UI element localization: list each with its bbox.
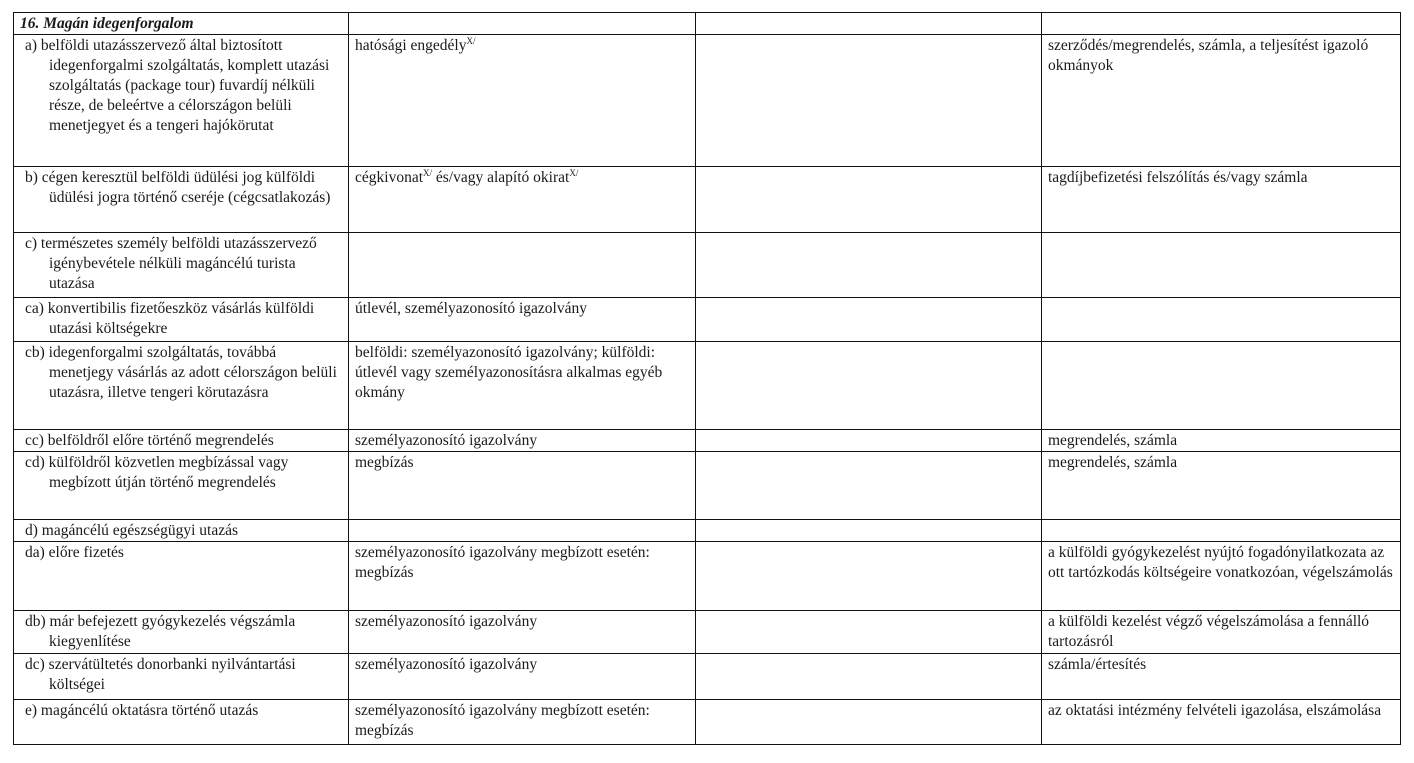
table-row	[14, 542, 1401, 611]
supporting-document	[1042, 430, 1401, 452]
table-row	[14, 430, 1401, 452]
item-description	[14, 520, 349, 542]
supporting-text: szerződés/megrendelés, számla, a teljesítést igazoló okmányok	[1048, 37, 1369, 74]
document-text: személyazonosító igazolvány	[355, 613, 538, 630]
table-row	[14, 452, 1401, 520]
document-text: belföldi: személyazonosító igazolvány; külföldi: útlevél vagy személyazonosításra alkalmas egyéb okmány	[355, 344, 663, 401]
empty-cell	[696, 452, 1042, 520]
item-description	[14, 167, 349, 233]
required-document	[349, 520, 696, 542]
item-label: b) cégen keresztül belföldi üdülési jog külföldi üdülési jogra történő cseréje (cégcsatlakozás)	[25, 169, 331, 206]
required-document	[349, 542, 696, 611]
supporting-document	[1042, 233, 1401, 298]
table-row	[14, 298, 1401, 342]
empty-cell	[696, 233, 1042, 298]
item-description	[14, 654, 349, 700]
supporting-document	[1042, 654, 1401, 700]
item-label: cd) külföldről közvetlen megbízással vagy megbízott útján történő megrendelés	[25, 454, 289, 491]
required-document	[349, 452, 696, 520]
table-row	[14, 35, 1401, 167]
supporting-text: a külföldi gyógykezelést nyújtó fogadónyilatkozata az ott tartózkodás költségeire vonatkozóan, végelszámolás	[1048, 544, 1393, 581]
table-row	[14, 167, 1401, 233]
item-description	[14, 700, 349, 745]
item-description	[14, 430, 349, 452]
required-document	[349, 430, 696, 452]
table-row	[14, 654, 1401, 700]
item-description	[14, 342, 349, 430]
table-cell	[1042, 13, 1401, 35]
item-description	[14, 452, 349, 520]
document-text: megbízás	[355, 454, 414, 471]
required-document	[349, 298, 696, 342]
empty-cell	[696, 520, 1042, 542]
supporting-document	[1042, 611, 1401, 654]
supporting-document	[1042, 167, 1401, 233]
required-document	[349, 167, 696, 233]
item-label: cc) belföldről előre történő megrendelés	[25, 432, 274, 449]
empty-cell	[696, 298, 1042, 342]
supporting-text: megrendelés, számla	[1048, 454, 1178, 471]
item-label: d) magáncélú egészségügyi utazás	[25, 522, 239, 539]
table-cell	[696, 13, 1042, 35]
table-row	[14, 342, 1401, 430]
empty-cell	[696, 542, 1042, 611]
empty-cell	[696, 35, 1042, 167]
table-cell	[349, 13, 696, 35]
item-label: ca) konvertibilis fizetőeszköz vásárlás külföldi utazási költségekre	[25, 300, 315, 337]
item-label: e) magáncélú oktatásra történő utazás	[25, 702, 259, 719]
item-description	[14, 298, 349, 342]
item-description	[14, 542, 349, 611]
empty-cell	[696, 430, 1042, 452]
document-text: személyazonosító igazolvány	[355, 432, 538, 449]
table-row	[14, 520, 1401, 542]
document-text: személyazonosító igazolvány	[355, 656, 538, 673]
required-document	[349, 700, 696, 745]
supporting-text: tagdíjbefizetési felszólítás és/vagy számla	[1048, 169, 1308, 186]
document-text-2: és/vagy alapító okirat	[435, 169, 570, 186]
table-row	[14, 233, 1401, 298]
supporting-text: a külföldi kezelést végző végelszámolása a fennálló tartozásról	[1048, 613, 1370, 650]
supporting-document	[1042, 35, 1401, 167]
document-text: hatósági engedély	[355, 37, 467, 54]
empty-cell	[696, 167, 1042, 233]
item-description	[14, 233, 349, 298]
supporting-text: számla/értesítés	[1048, 656, 1147, 673]
item-description	[14, 35, 349, 167]
required-document	[349, 35, 696, 167]
supporting-document	[1042, 342, 1401, 430]
empty-cell	[696, 611, 1042, 654]
supporting-document	[1042, 298, 1401, 342]
item-label: da) előre fizetés	[25, 544, 124, 561]
item-label: c) természetes személy belföldi utazásszervező igénybevétele nélküli magáncélú turista utazása	[25, 235, 317, 292]
document-text: személyazonosító igazolvány megbízott esetén: megbízás	[355, 702, 650, 739]
supporting-document	[1042, 520, 1401, 542]
document-text: útlevél, személyazonosító igazolvány	[355, 300, 587, 317]
document-text: cégkivonat	[355, 169, 424, 186]
supporting-text: az oktatási intézmény felvételi igazolása, elszámolása	[1048, 702, 1382, 719]
footnote-marker: X/	[423, 168, 433, 178]
item-label: db) már befejezett gyógykezelés végszámla kiegyenlítése	[25, 613, 296, 650]
required-document	[349, 233, 696, 298]
document-text: személyazonosító igazolvány megbízott esetén: megbízás	[355, 544, 650, 581]
empty-cell	[696, 342, 1042, 430]
section-title: 16. Magán idegenforgalom	[14, 13, 349, 35]
required-document	[349, 611, 696, 654]
table-row	[14, 700, 1401, 745]
empty-cell	[696, 654, 1042, 700]
item-label: cb) idegenforgalmi szolgáltatás, továbbá menetjegy vásárlás az adott célországon belüli utazásra, illetve tengeri körutazásra	[25, 344, 337, 401]
table-row	[14, 13, 1401, 35]
private-tourism-table	[13, 12, 1401, 745]
required-document	[349, 342, 696, 430]
item-label: dc) szervátültetés donorbanki nyilvántartási költségei	[25, 656, 296, 693]
supporting-document	[1042, 542, 1401, 611]
footnote-marker: X/	[569, 168, 579, 178]
table-row	[14, 611, 1401, 654]
empty-cell	[696, 700, 1042, 745]
item-description	[14, 611, 349, 654]
item-label: a) belföldi utazásszervező által biztosított idegenforgalmi szolgáltatás, komplett utazási szolgáltatás (package tour) fuvardíj nélküli része, de beleértve a célországon belüli menetjegyet és a tengeri hajókörutat	[25, 37, 330, 134]
footnote-marker: X/	[466, 36, 476, 46]
required-document	[349, 654, 696, 700]
supporting-text: megrendelés, számla	[1048, 432, 1178, 449]
supporting-document	[1042, 452, 1401, 520]
supporting-document	[1042, 700, 1401, 745]
